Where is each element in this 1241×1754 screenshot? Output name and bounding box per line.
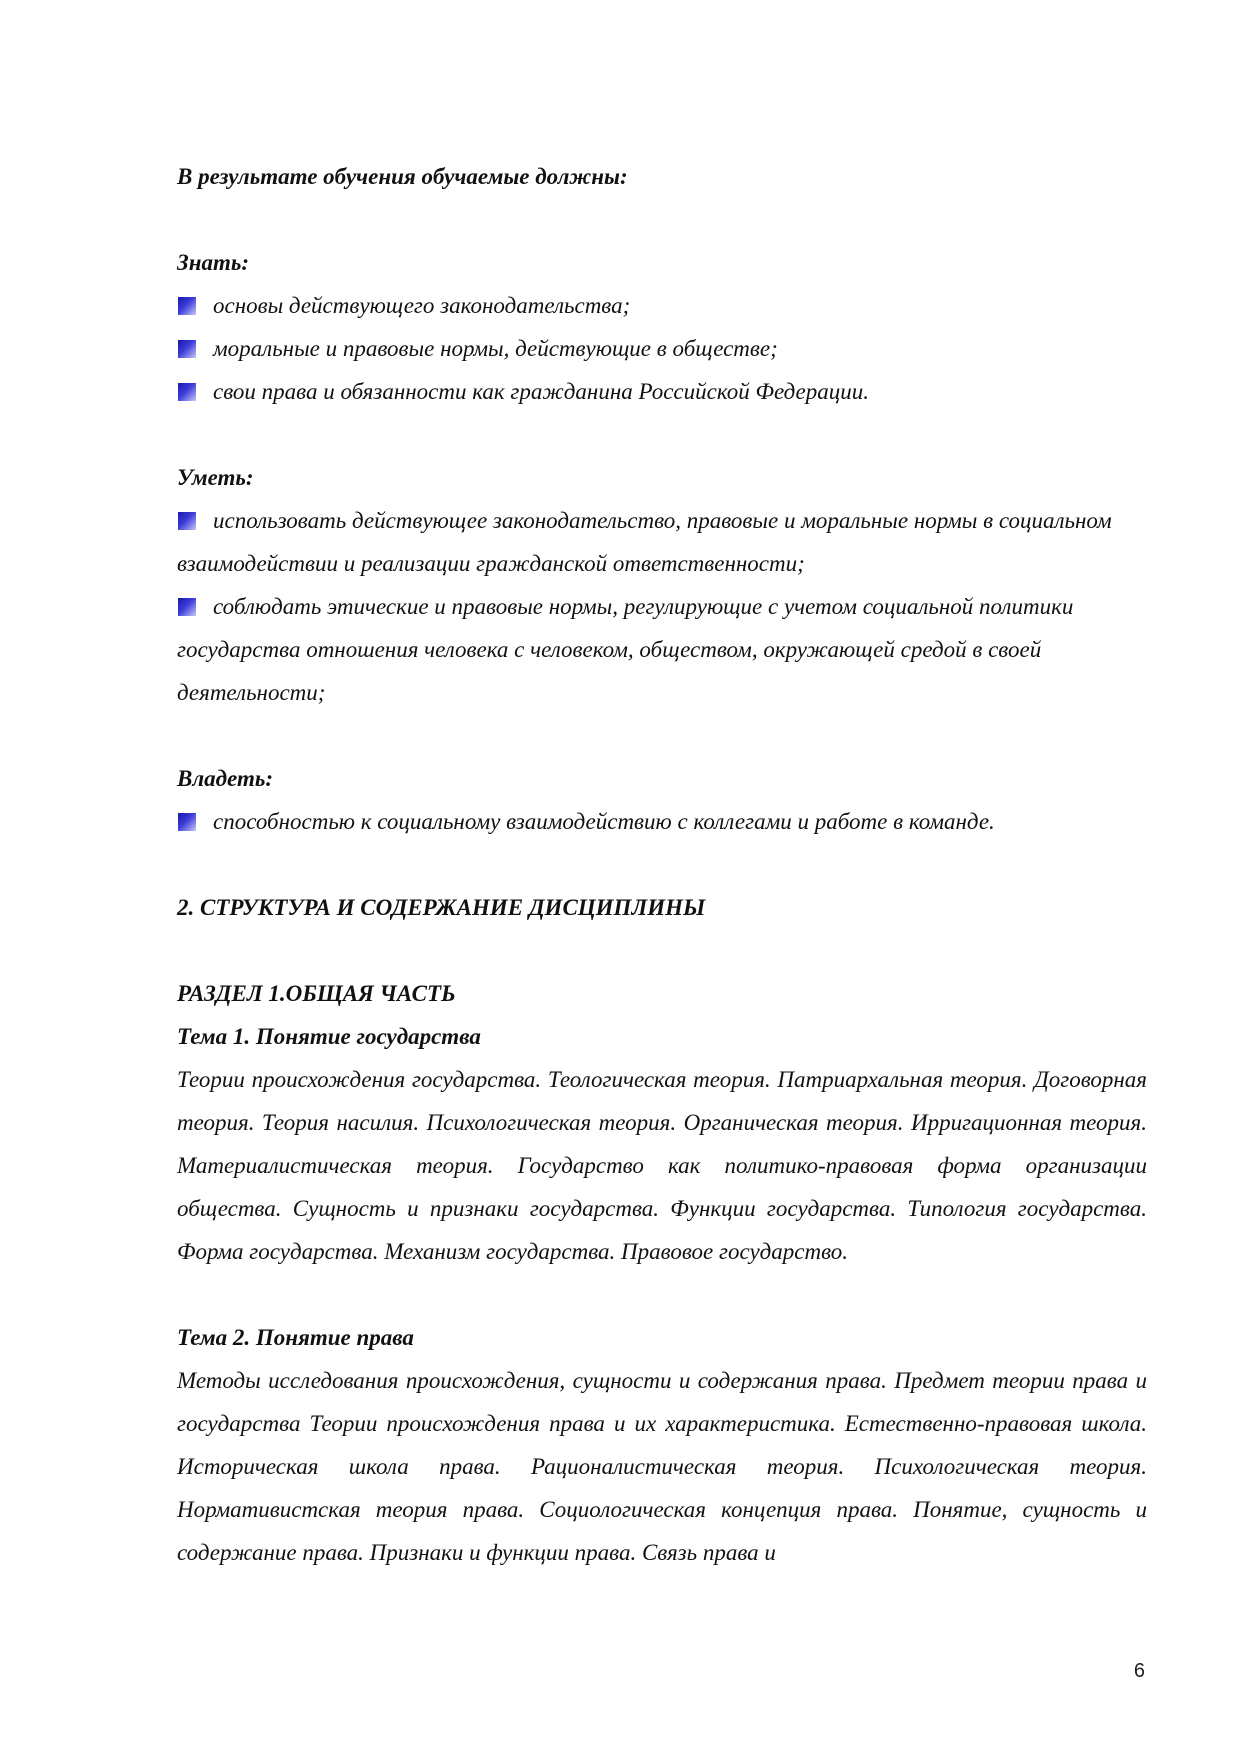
able-item-text: соблюдать этические и правовые нормы, регулирующие с учетом социальной политики государства отношения человека с человеком, обществом, окружающей средой в своей деятельности; <box>177 594 1074 705</box>
spacer <box>177 843 1147 886</box>
spacer <box>177 413 1147 456</box>
part-title: РАЗДЕЛ 1.ОБЩАЯ ЧАСТЬ <box>177 981 456 1006</box>
spacer <box>177 929 1147 972</box>
square-bullet-icon <box>178 598 196 616</box>
able-item <box>177 499 1147 585</box>
know-item-text: моральные и правовые нормы, действующие в обществе; <box>213 336 778 361</box>
square-bullet-icon <box>178 297 196 315</box>
spacer <box>177 1273 1147 1316</box>
possess-item-text: способностью к социальному взаимодействию с коллегами и работе в команде. <box>213 809 995 834</box>
topic-title: Тема 1. Понятие государства <box>177 1024 481 1049</box>
topic-title: Тема 2. Понятие права <box>177 1325 414 1350</box>
page-number: 6 <box>1133 1660 1145 1682</box>
page-content <box>177 155 1147 1574</box>
spacer <box>177 198 1147 241</box>
know-heading: Знать: <box>177 250 250 275</box>
able-item-text: использовать действующее законодательство, правовые и моральные нормы в социальном взаимодействии и реализации гражданской ответственности; <box>177 508 1112 576</box>
topic-text: Теории происхождения государства. Теологическая теория. Патриархальная теория. Договорная теория. Теория насилия. Психологическая теория. Органическая теория. Ирригационная теория. Материалистическая теория. Государство как политико-правовая форма организации общества. Сущность и признаки государства. Функции государства. Типология государства. Форма государства. Механизм государства. Правовое государство. <box>177 1067 1147 1264</box>
know-item-text: свои права и обязанности как гражданина Российской Федерации. <box>213 379 869 404</box>
square-bullet-icon <box>178 383 196 401</box>
intro-heading: В результате обучения обучаемые должны: <box>177 164 628 189</box>
know-item <box>177 327 1147 370</box>
topic-text: Методы исследования происхождения, сущности и содержания права. Предмет теории права и государства Теории происхождения права и их характеристика. Естественно-правовая школа. Историческая школа права. Рационалистическая теория. Психологическая теория. Нормативистская теория права. Социологическая концепция права. Понятие, сущность и содержание права. Признаки и функции права. Связь права и <box>177 1368 1147 1565</box>
possess-heading: Владеть: <box>177 766 274 791</box>
square-bullet-icon <box>178 813 196 831</box>
possess-item <box>177 800 1147 843</box>
know-item <box>177 370 1147 413</box>
know-item-text: основы действующего законодательства; <box>213 293 631 318</box>
spacer <box>177 714 1147 757</box>
able-item <box>177 585 1147 714</box>
square-bullet-icon <box>178 340 196 358</box>
section-title: 2. СТРУКТУРА И СОДЕРЖАНИЕ ДИСЦИПЛИНЫ <box>177 895 706 920</box>
able-heading: Уметь: <box>177 465 254 490</box>
know-item <box>177 284 1147 327</box>
square-bullet-icon <box>178 512 196 530</box>
